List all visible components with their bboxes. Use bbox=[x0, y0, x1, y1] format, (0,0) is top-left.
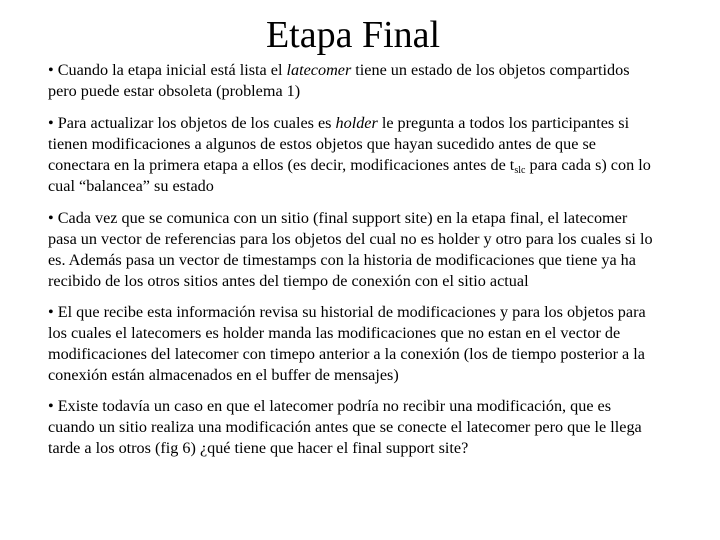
bullet-text: para cada s) con lo cual “balancea” su estado bbox=[48, 156, 651, 195]
bullet-item bbox=[48, 208, 660, 292]
bullet-item bbox=[48, 113, 660, 197]
bullet-item bbox=[48, 302, 660, 386]
subscript-slc: slc bbox=[514, 165, 526, 176]
emphasis-holder: holder bbox=[335, 114, 378, 132]
emphasis-latecomer: latecomer bbox=[286, 61, 352, 79]
bullet-text: le pregunta a todos los participantes si tienen modificaciones a algunos de estos objetos que hayan sucedido antes de que se conectara en la primera etapa a ellos (es decir, modificaciones antes de t bbox=[48, 114, 630, 174]
bullet-text: Para actualizar los objetos de los cuales es bbox=[57, 114, 336, 132]
slide-title: Etapa Final bbox=[265, 14, 441, 56]
bullet-marker: • bbox=[48, 303, 54, 321]
bullet-marker: • bbox=[48, 114, 54, 132]
bullet-text: tiene un estado de los objetos compartidos pero puede estar obsoleta (problema 1) bbox=[48, 61, 630, 100]
bullet-marker: • bbox=[48, 61, 54, 79]
bullet-list bbox=[48, 60, 660, 470]
bullet-item bbox=[48, 60, 660, 102]
bullet-text: El que recibe esta información revisa su historial de modificaciones y para los objetos para los cuales el latecomers es holder manda las modificaciones que no estan en el vector de modificaciones del latecomer con timepo anterior a la conexión (los de tiempo posterior a la conexión están almacenados en el buffer de mensajes) bbox=[48, 303, 646, 384]
bullet-text: Cada vez que se comunica con un sitio (final support site) en la etapa final, el latecomer pasa un vector de referencias para los objetos del cual no es holder y otro para los cuales si lo es. Además pasa un vector de timestamps con la historia de modificaciones que tiene ya ha recibido de los otros sitios antes del tiempo de conexión con el sitio actual bbox=[48, 209, 653, 290]
bullet-text: Existe todavía un caso en que el latecomer podría no recibir una modificación, que es cuando un sitio realiza una modificación antes que se conecte el latecomer pero que le llega tarde a los otros (fig 6) ¿qué tiene que hacer el final support site? bbox=[48, 397, 642, 457]
bullet-text: Cuando la etapa inicial está lista el bbox=[57, 61, 287, 79]
bullet-marker: • bbox=[48, 397, 54, 415]
bullet-marker: • bbox=[48, 209, 54, 227]
bullet-item bbox=[48, 396, 660, 459]
